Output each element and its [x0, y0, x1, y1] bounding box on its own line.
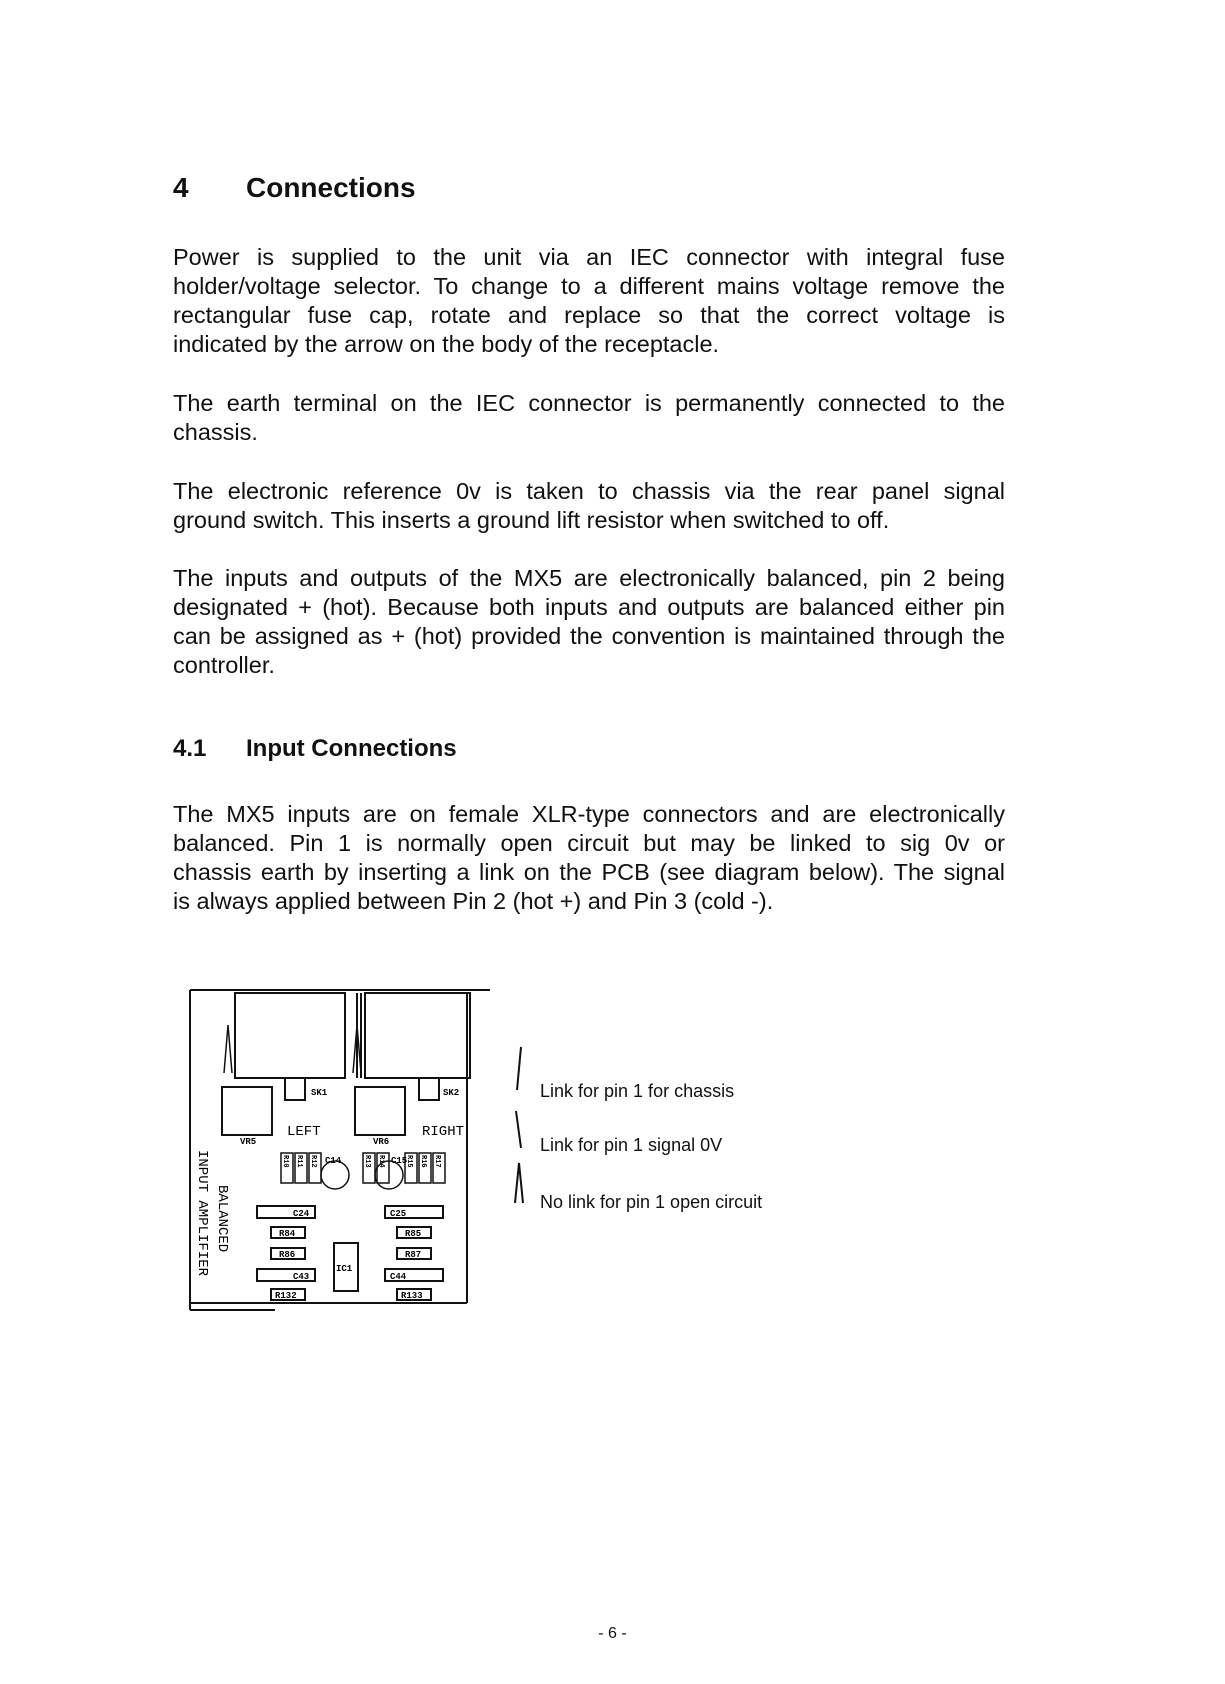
paragraph-earth — [173, 389, 1005, 447]
paragraph-line: can be assigned as + (hot) provided the convention is maintained through the — [173, 623, 1005, 649]
paragraph-power — [173, 243, 1005, 359]
legend-open-circuit: No link for pin 1 open circuit — [540, 1192, 763, 1212]
paragraph-line: The MX5 inputs are on female XLR-type connectors and are electronically — [173, 801, 1005, 827]
paragraph-line: The earth terminal on the IEC connector is permanently connected to the — [173, 390, 1005, 416]
sk1-tab — [285, 1078, 305, 1100]
paragraph-line: The electronic reference 0v is taken to chassis via the rear panel signal — [173, 478, 1005, 504]
vr6-label: VR6 — [373, 1137, 390, 1147]
subsection-title: Input Connections — [246, 735, 457, 762]
part-label: C44 — [390, 1272, 407, 1282]
xlr-connectors — [235, 993, 470, 1078]
paragraph-line: chassis. — [173, 419, 258, 445]
paragraph-line: chassis earth by inserting a link on the PCB (see diagram below). The signal — [173, 859, 1005, 885]
part-label: C43 — [293, 1272, 310, 1282]
paragraph-line: is always applied between Pin 2 (hot +) and Pin 3 (cold -). — [173, 888, 774, 914]
vr5-pot — [222, 1087, 272, 1135]
resistor-label: R17 — [433, 1155, 441, 1168]
open-caret-icon — [515, 1163, 523, 1203]
resistor-label: R11 — [295, 1155, 303, 1168]
paragraph-reference — [173, 477, 1005, 535]
xlr-right-body — [365, 993, 470, 1078]
resistor-label: R14 — [377, 1155, 385, 1168]
sk2-tab — [419, 1078, 439, 1100]
forward-slash-icon — [517, 1047, 521, 1090]
legend-chassis: Link for pin 1 for chassis — [540, 1081, 735, 1101]
back-slash-icon — [516, 1111, 521, 1148]
vr5-label: VR5 — [240, 1137, 257, 1147]
paragraph-line: ground switch. This inserts a ground lift resistor when switched to off. — [173, 507, 890, 533]
part-label: R87 — [405, 1250, 422, 1260]
sk1-label: SK1 — [311, 1088, 328, 1098]
resistor-label: R15 — [405, 1155, 413, 1168]
resistor-label: R10 — [281, 1155, 289, 1168]
paragraph-line: Power is supplied to the unit via an IEC connector with integral fuse — [173, 244, 1005, 270]
right-label: RIGHT — [422, 1124, 465, 1140]
part-label: R85 — [405, 1229, 422, 1239]
part-label: R133 — [401, 1291, 423, 1301]
paragraph-line: designated + (hot). Because both inputs and outputs are balanced either pin — [173, 594, 1005, 620]
paragraph-line: indicated by the arrow on the body of the receptacle. — [173, 331, 720, 357]
legend-signal-0v: Link for pin 1 signal 0V — [540, 1135, 723, 1155]
board-title-1: INPUT AMPLIFIER — [194, 1150, 210, 1277]
paragraph-line: balanced. Pin 1 is normally open circuit but may be linked to sig 0v or — [173, 830, 1005, 856]
paragraph-line: The inputs and outputs of the MX5 are electronically balanced, pin 2 being — [173, 565, 1005, 591]
section-number: 4 — [173, 172, 189, 203]
paragraph-line: rectangular fuse cap, rotate and replace so that the correct voltage is — [173, 302, 1005, 328]
paragraph-input-connections — [173, 800, 1005, 916]
legend-symbols — [515, 1047, 523, 1203]
paragraph-line: controller. — [173, 652, 275, 678]
part-label: C24 — [293, 1209, 310, 1219]
link-marks — [224, 1025, 361, 1073]
vr6-pot — [355, 1087, 405, 1135]
page-number: - 6 - — [598, 1625, 627, 1642]
sk2-label: SK2 — [443, 1088, 460, 1098]
section-title: Connections — [246, 172, 416, 203]
resistor-label: R12 — [309, 1155, 317, 1168]
part-label: R86 — [279, 1250, 296, 1260]
part-label: C25 — [390, 1209, 407, 1219]
resistor-label: R13 — [363, 1155, 371, 1168]
c15-label: C15 — [391, 1156, 408, 1166]
subsection-number: 4.1 — [173, 735, 207, 762]
ic1-label: IC1 — [336, 1264, 353, 1274]
paragraph-line: holder/voltage selector. To change to a different mains voltage remove the — [173, 273, 1005, 299]
resistor-label: R16 — [419, 1155, 427, 1168]
c14-label: C14 — [325, 1156, 342, 1166]
part-label: R132 — [275, 1291, 297, 1301]
part-label: R84 — [279, 1229, 296, 1239]
paragraph-balanced — [173, 564, 1005, 680]
board-title-2: BALANCED — [214, 1185, 230, 1253]
pcb-diagram — [185, 985, 805, 1325]
left-label: LEFT — [287, 1124, 321, 1140]
xlr-left-body — [235, 993, 345, 1078]
